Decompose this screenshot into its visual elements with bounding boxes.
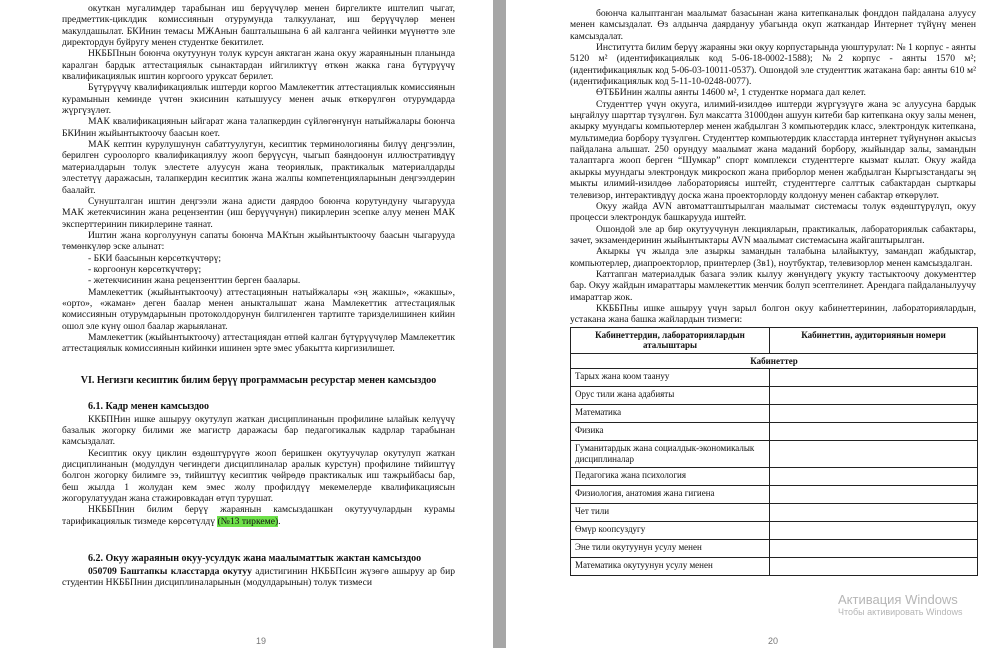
table-row [571, 369, 978, 387]
room-number-cell [770, 369, 978, 387]
paragraph: ККБПНин ишке ашыруу окутулуп жаткан дисциплинанын профилине ылайык келүүчү базалык жогорку билими же магистр даражасы бар педагогикалык кадрлар тарабынан камсыздалат. [62, 413, 455, 448]
list-item: - коргоонун көрсөткүчтөрү; [88, 263, 202, 275]
table-band-cell: Кабинеттер [571, 353, 978, 369]
table-band-row [571, 353, 978, 369]
paragraph: Сунушталган иштин деңгээли жана адисти даярдоо боюнча корутундуну чыгарууда МАК жетекчисинин жана рецензентин (иш берүүчүнүн) пикирлерин эсепке алуу менен МАК эксперттеринин пикирлерине таянат. [62, 195, 455, 230]
room-number-cell [770, 387, 978, 405]
room-number-cell [770, 441, 978, 467]
table-row [571, 441, 978, 467]
paragraph: окуткан мугалимдер тарабынан иш берүүчүлөр менен биргеликте иштелип чыгат, предметтик-циклдик комиссиянын отурумунда талкууланат, иш берүүчүлөр менен макулдашылат. БКИнин темасы МЖАнын башталышына 6 ай калганга чейинки мүүнөттө эле директордун буйругу менен студентке бекитилет. [62, 3, 455, 49]
room-name-cell: Орус тили жана адабияты [571, 387, 770, 405]
paragraph: боюнча калыптанган маалымат базасынан жана китепканалык фонддон пайдалана алуусу менен камсыздалат. Өз алдынча даярдануу убагында окуп жаткандар Интернет түйүнү менен камсыздалат. [570, 8, 976, 42]
room-name-cell: Математика окутуунун усулу менен [571, 557, 770, 575]
paragraph: Ошондой эле ар бир окутуучунун лекцияларын, практикалык, лабораториялык сабактары, зачет, экзамендеринин жыйынтыктары AVN маалымат системасына жайгаштырылган. [570, 223, 976, 246]
table-row [571, 485, 978, 503]
page-number: 20 [768, 636, 779, 646]
paragraph-specialty: 050709 Баштапкы класстарда окутуу адистигинин НКББПсин жүзөгө ашыруу ар бир студентин НКББПнин дисциплиналарынын (модулдарынын) толук тизмеси [62, 566, 455, 589]
windows-activation-watermark [838, 592, 962, 618]
table-header-cell: Кабинеттердин, лабораториялардын аталыштары [571, 327, 770, 353]
subsection-title-6-1: 6.1. Кадр менен камсыздоо [88, 400, 210, 412]
watermark-line-1: Активация Windows [838, 592, 958, 607]
table-row [571, 405, 978, 423]
paragraph: МАК кептин курулушунун сабаттуулугун, кесиптик терминологияны билүү деңгээлин, берилген суроолорго квалификациялуу жооп берүүсүн, чыгып баяндоонун иллюстративдүү материалдарын толук элестете алуусун жана теориялык, практикалык материалдарды элестетүү даражасын, талапкердин кесиптик жана жалпы компетенцияларынын деңгээлдерин баалайт. [62, 139, 455, 196]
table-row [571, 521, 978, 539]
page-number: 19 [256, 636, 267, 646]
rooms-table [570, 327, 978, 576]
paragraph: Окуу жайда AVN автоматташтырылган маалымат системасы толук өздөштүрүлүп, окуу процесси электрондук башкарууда иштейт. [570, 200, 976, 224]
room-name-cell: Чет тили [571, 503, 770, 521]
paragraph: Мамлекеттик (жыйынтыктоочу) аттестациядан өтпөй калган бүтүрүүчүлөр Мамлекеттик аттестациялык комиссиянын кийинки ишинен эрте эмес убакытта киргизилишет. [62, 331, 455, 355]
paragraph: НКББПнын боюнча окутуунун толук курсун аяктаган жана окуу жараянынын планында каралган бардык аттестациялык сынактардан ийгиликтүү өткөн жакка гана бүтүрүүчү квалификациялык иштин коргоого уруксат берилет. [62, 48, 455, 83]
list-item: - БКИ баасынын көрсөткүчтөрү; [88, 252, 222, 264]
table-intro: ККББПны ишке ашыруу үчүн зарыл болгон окуу кабинеттеринин, лабораториялардын, устакана жана башка жайлардын тизмеги: [570, 302, 976, 326]
table-row [571, 423, 978, 441]
paragraph: Бүтүрүүчү квалификациялык иштерди коргоо Мамлекеттик аттестациялык комиссиянын курамынын кеминде үчтөн экисинин катышуусу менен ачык өткөрүлгөн отурумдарда жүргүзүлөт. [62, 82, 455, 117]
subsection-title-6-2: 6.2. Окуу жараянын окуу-усулдук жана маалыматтык жактан камсыздоо [88, 553, 422, 565]
table-row [571, 387, 978, 405]
room-number-cell [770, 503, 978, 521]
room-number-cell [770, 521, 978, 539]
room-name-cell: Педагогика жана психология [571, 467, 770, 485]
highlighted-appendix-ref: (№13 тиркеме) [217, 515, 279, 527]
room-number-cell [770, 539, 978, 557]
paragraph: ӨТББИнин жалпы аянты 14600 м², 1 студентке нормага дал келет. [596, 87, 866, 99]
paragraph: Студенттер үчүн окууга, илимий-изилдөө иштерди жүргүзүүгө жана эс алуусуна бардык ыңгайлуу шарттар түзүлгөн. Бул максатта 31000дөн ашуун китеби бар китепкана окуу залы менен, акырку муундагы компьютерлер менен жабдылган 3 компьютердик класс, электрондук китепкана, мультимедиа борбору түзүлгөн. Студенттер компьютердик класстарда интернет түйүнүнөн акысыз пайдалана алышат. 250 орундуу маалымат жана маданий борбору, жыйындар залы, замандын талаптарга жооп берген “Шумкар” спорт комплекси студенттерге кызмат кылат. Окуу жайда акыркы муундагы электрондук микроскоп жана приборлор менен жабдылган Кыргызстандагы эң мыкты илимий-изилдөө лабораториясы иштейт, студенттерге салттык сабактардан сырткары телевизор, интерактивдүү доска жана проекторлорду колдонуу менен сабактар өткөрүлөт. [570, 98, 976, 201]
list-item: - жетекчисинин жана рецензенттин берген баалары. [88, 275, 301, 287]
paragraph-staff-list: НКББПнин билим берүү жараянын камсыздашкан окутуучулардын курамы тарификациялык тизмеде көрсөтүлдү (№13 тиркеме). [62, 504, 455, 527]
paragraph: МАК квалификациянын ыйгарат жана талапкердин сүйлөгөнүнүн натыйжалары боюнча БКИнин жыйынтыктоочу баасын коет. [62, 116, 455, 139]
table-header-row [571, 327, 978, 353]
room-name-cell: Физиология, анатомия жана гигиена [571, 485, 770, 503]
room-number-cell [770, 423, 978, 441]
room-name-cell: Математика [571, 405, 770, 423]
paragraph: Акыркы үч жылда эле азыркы замандын талабына ылайыктуу, замандап жабдыктар, компьютерлер, диапроекторлор, принтерлер (3в1), ноутбуктар, телевизорлор менен камсыздалган. [570, 246, 976, 269]
room-name-cell: Гуманитардык жана социалдык-экономикалык дисциплиналар [571, 441, 770, 467]
paragraph: Институтта билим берүү жараяны эки окуу корпустарында уюштурулат: № 1 корпус - аянты 5120 м² (идентификациялык код 5-06-18-0002-1588); №2 корпус - аянты 1570 м²; (идентификациялык код 5-06-03-10011-0537). Ошондой эле студенттик жатакана бар: аянты 610 м² (идентификациялык код 5-11-10-0248-0077). [570, 42, 976, 88]
table-row [571, 539, 978, 557]
paragraph: Кесиптик окуу циклин өздөштүрүүгө жооп беришкен окутуучулар окутулуп жаткан дисциплинанын (модулдун чегиндеги дисциплиналар аралык курстун) профилине тийиштүү болгон жогорку билимге ээ, тийиштүү кесиптик чөйрөдө практикалык иш тажрыйбасы бар, беш жылда 1 жолудан кем эмес жолу профилдүү мекемелерде квалификациясын жогорулатуудан жана стажировкадан өтүп турушат. [62, 447, 455, 505]
table-row [571, 557, 978, 575]
room-number-cell [770, 467, 978, 485]
room-name-cell: Өмүр коопсуздугу [571, 521, 770, 539]
room-number-cell [770, 557, 978, 575]
paragraph: Мамлекеттик (жыйынтыктоочу) аттестациянын натыйжалары «эң жакшы», «жакшы», «орто», «жаман» деген баалар менен аныкталышат жана Мамлекеттик аттестациялык комиссиянын отурумдарынын протоколдорунун билгиленген тартипте таризделишинен кийин ошол эле күнү ошол баалар жарыяланат. [62, 286, 455, 332]
document-page-right [506, 0, 1000, 648]
paragraph: Каттапган материалдык базага ээлик кылуу жөнүндөгү укукту тастыктоочу документтер бар. Окуу жайдын имараттары мамлекеттик менчик болуп эсептелинет. Арендага пайдаланылуучу имараттар жок. [570, 268, 976, 303]
room-number-cell [770, 485, 978, 503]
paragraph: Иштин жана корголуунун сапаты боюнча МАКтын жыйынтыктоочу баасын чыгарууда төмөнкүлөр эске алынат: [62, 229, 455, 253]
room-name-cell: Физика [571, 423, 770, 441]
document-page-left [0, 0, 493, 648]
room-name-cell: Эне тили окутуунун усулу менен [571, 539, 770, 557]
table-row [571, 467, 978, 485]
room-number-cell [770, 405, 978, 423]
section-title: VI. Негизги кесиптик билим берүү программасын ресурстар менен камсыздоо [80, 374, 437, 386]
watermark-line-2: Чтобы активировать Windows [838, 607, 963, 617]
table-header-cell: Кабинеттин, аудиториянын номери [770, 327, 978, 353]
room-name-cell: Тарых жана коом таануу [571, 369, 770, 387]
table-row [571, 503, 978, 521]
